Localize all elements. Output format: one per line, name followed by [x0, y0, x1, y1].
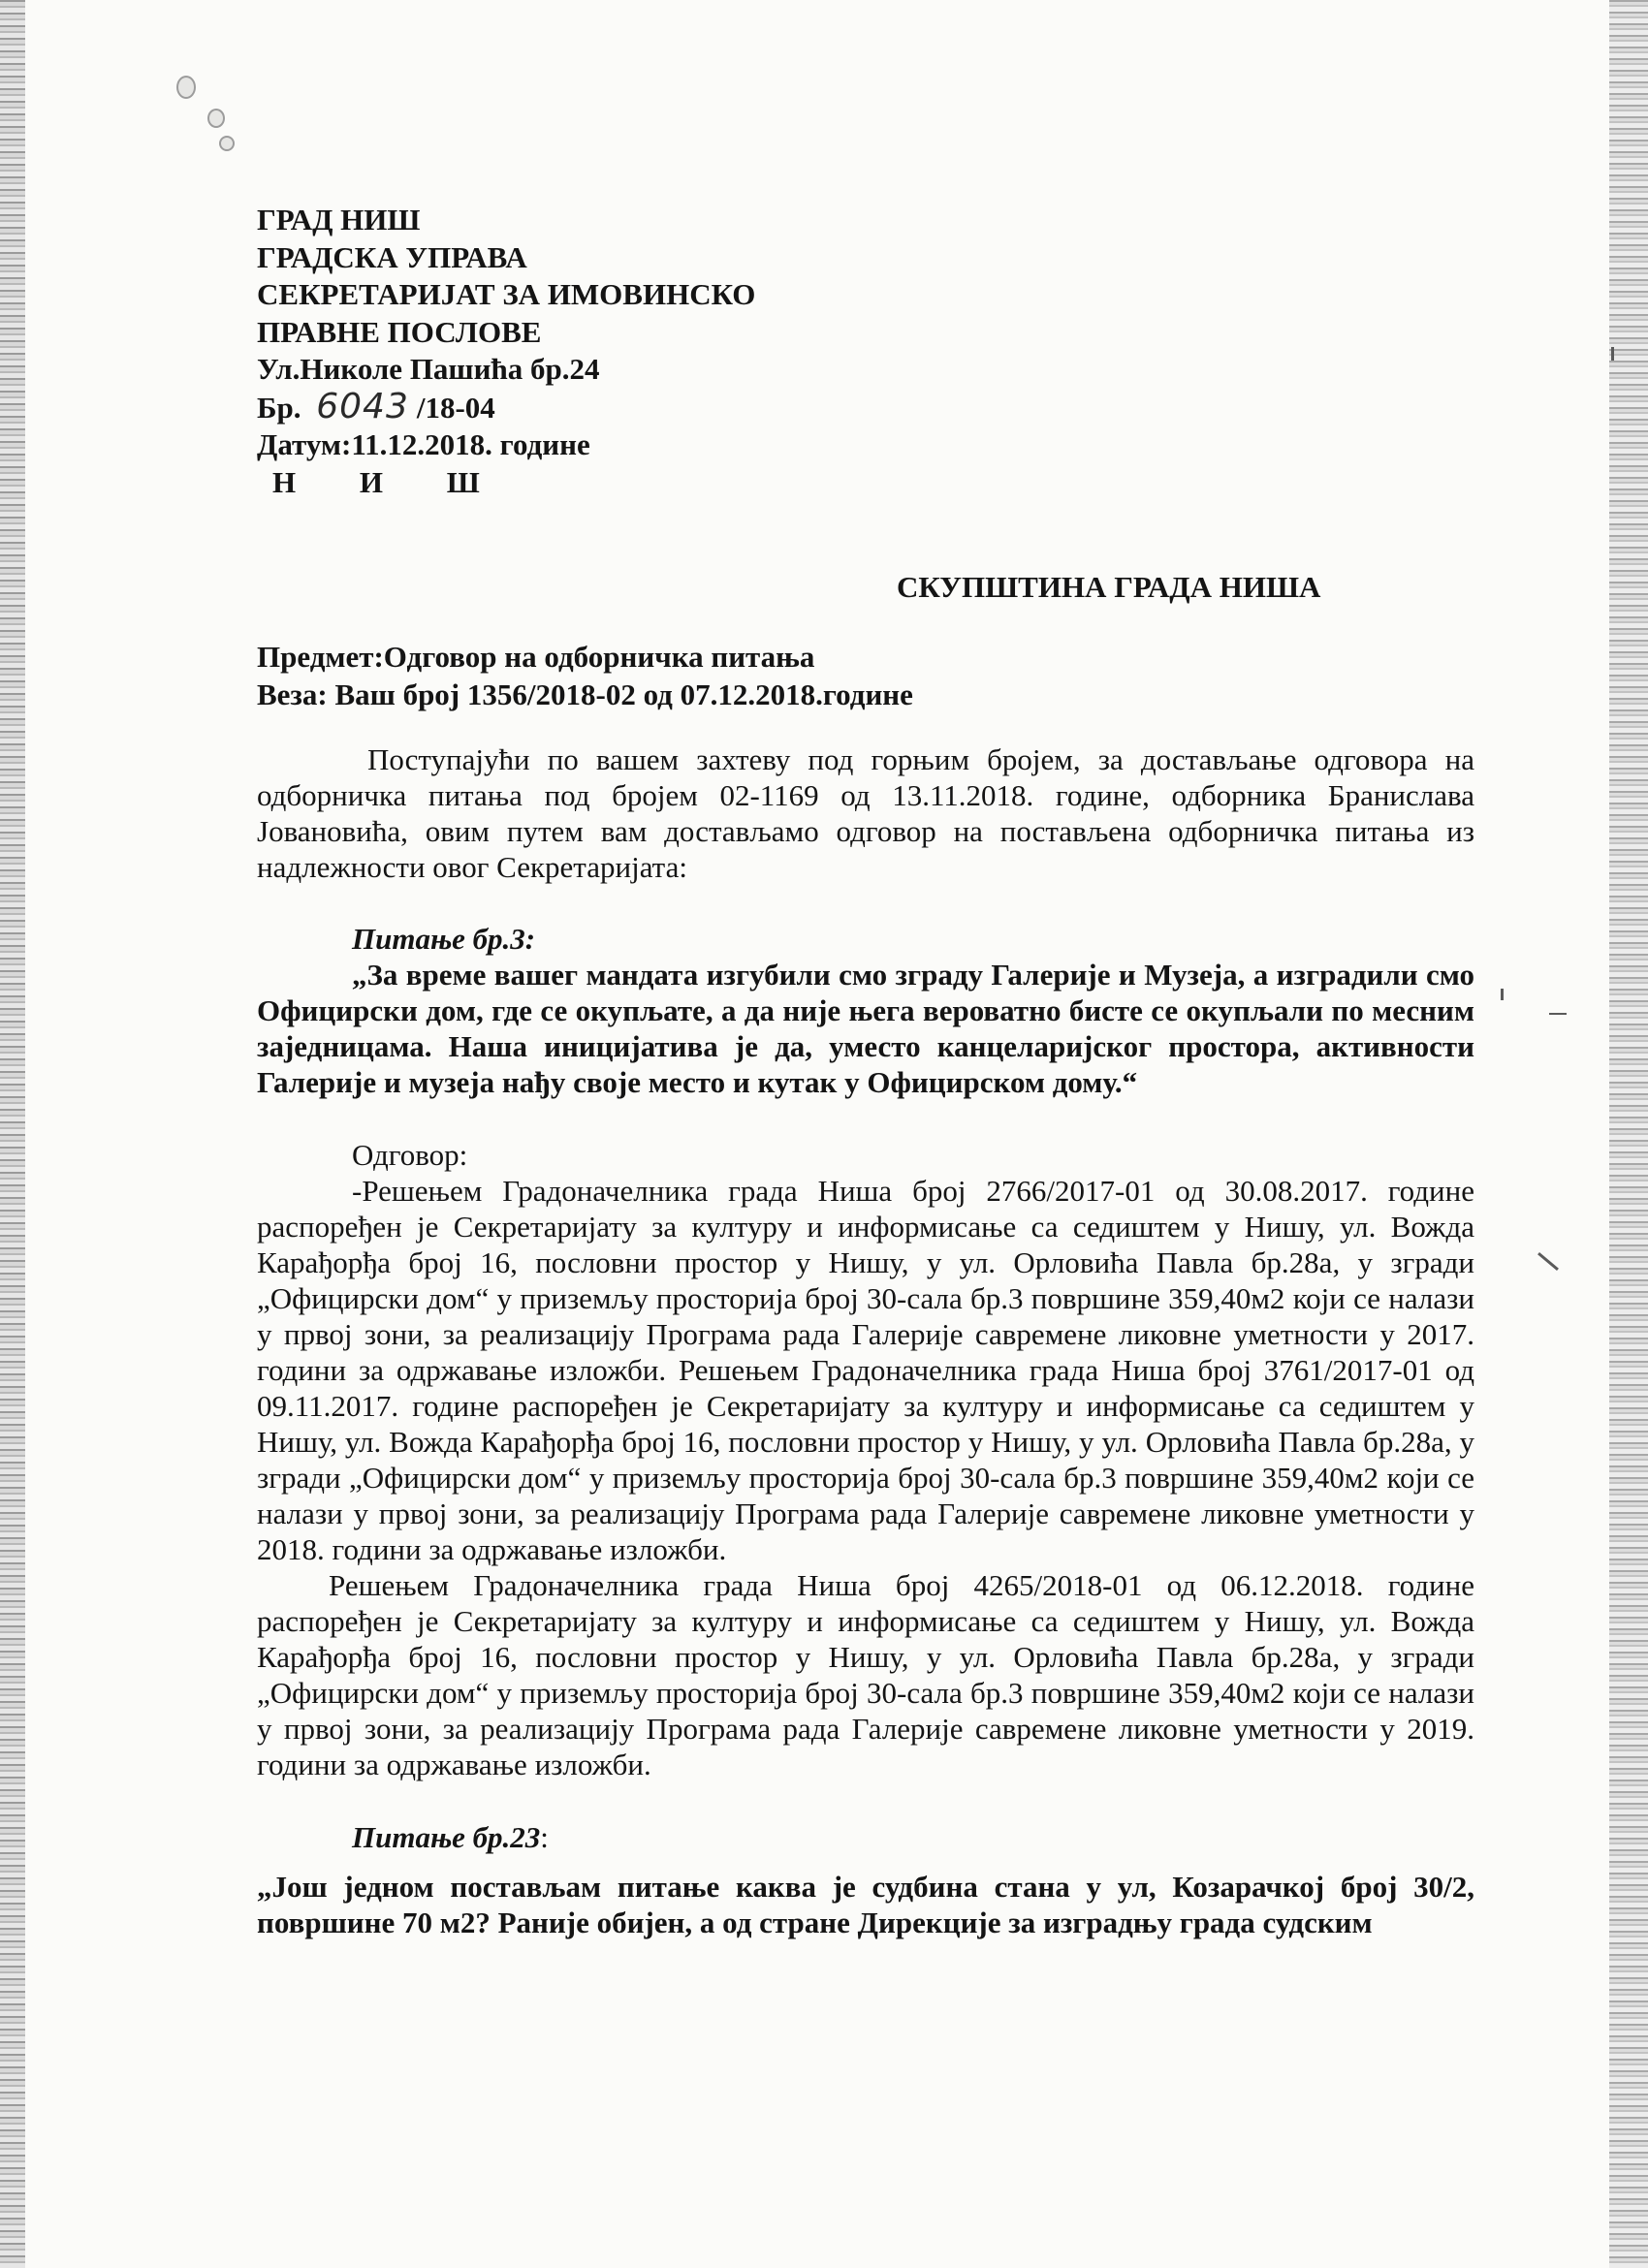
reference-line: Веза: Ваш број 1356/2018-02 од 07.12.2018.године	[257, 677, 913, 711]
header-city: ГРАД НИШ	[257, 203, 421, 236]
answer-label: Одговор:	[352, 1138, 468, 1172]
answer-paragraph-1: -Решењем Градоначелника града Ниша број 2766/2017-01 од 30.08.2017. године распоређен је Секретаријату за културу и информисање са седиштем у Нишу, ул. Вожда Карађорђа број 16, пословни простор у Нишу, у ул. Орловића Павла бр.28а, у згради „Официрски дом“ у приземљу просторија број 30-сала бр.3 површине 359,40м2 који се налази у првој зони, за реализацију Програма рада Галерије савремене ликовне уметности у 2017. години за одржавање изложби. Решењем Градоначелника града Ниша број 3761/2017-01 од 09.11.2017. године распоређен је Секретаријату за културу и информисање са седиштем у Нишу, ул. Вожда Карађорђа број 16, пословни простор у Нишу, у ул. Орловића Павла бр.28а, у згради „Официрски дом“ у приземљу просторија број 30-сала бр.3 површине 359,40м2 који се налази у првој зони, за реализацију Програма рада Галерије савремене ликовне уметности у 2018. години за одржавање изложби.	[257, 1174, 1474, 1566]
intro-paragraph: Поступајући по вашем захтеву под горњим бројем, за достављање одговора на одборничка питања под бројем 02-1169 од 13.11.2018. године, одборника Бранислава Јовановића, овим путем вам достављамо одговор на постављена одборничка питања из надлежности овог Секретаријата:	[257, 742, 1474, 884]
header-city-spaced: Н И Ш	[272, 464, 480, 499]
header-secretariat: СЕКРЕТАРИЈАТ ЗА ИМОВИНСКО	[257, 277, 756, 311]
header-address: Ул.Николе Пашића бр.24	[257, 352, 600, 386]
question-23-label-colon: :	[540, 1820, 549, 1854]
question-23-label	[257, 1819, 1474, 1855]
header-reference-number	[257, 386, 755, 427]
question-23-label-text: Питање бр.23	[352, 1820, 541, 1854]
subject-line: Предмет:Одговор на одборничка питања	[257, 640, 815, 674]
letter-header	[257, 202, 755, 501]
question-3-label: Питање бр.3:	[352, 922, 536, 956]
answer-paragraph-2: Решењем Градоначелника града Ниша број 4265/2018-01 од 06.12.2018. године распоређен је Секретаријату за културу и информисање са седиштем у Нишу, ул. Вожда Карађорђа број 16, пословни простор у Нишу, у ул. Орловића Павла бр.28а, у згради „Официрски дом“ у приземљу просторија број 30-сала бр.3 површине 359,40м2 који се налази у првој зони, за реализацију Програма рада Галерије савремене ликовне уметности у 2019. години за одржавање изложби.	[257, 1568, 1474, 1781]
ref-suffix: /18-04	[416, 390, 495, 425]
header-administration: ГРАДСКА УПРАВА	[257, 239, 527, 274]
question-23-text: „Још једном постављам питање каква је судбина стана у ул, Козарачкој број 30/2, површине 70 м2? Раније обијен, а од стране Дирекције за изградњу града судским	[257, 1870, 1474, 1939]
header-date: Датум:11.12.2018. године	[257, 427, 590, 461]
question-3-text: „За време вашег мандата изгубили смо зграду Галерије и Музеја, а изградили смо Официрски дом, где се окупљате, а да није њега вероватно бисте се окупљали по месним заједницама. Наша иницијатива је да, уместо канцеларијског простора, активности Галерије и музеја нађу своје место и кутак у Официрском дому.“	[257, 958, 1474, 1099]
letter-body	[257, 741, 1474, 1940]
ref-prefix: Бр.	[257, 390, 301, 425]
recipient: СКУПШТИНА ГРАДА НИША	[897, 570, 1321, 604]
subject-block	[257, 639, 913, 713]
header-secretariat-cont: ПРАВНЕ ПОСЛОВЕ	[257, 314, 542, 349]
ref-handwritten-number: 6043	[316, 386, 409, 426]
